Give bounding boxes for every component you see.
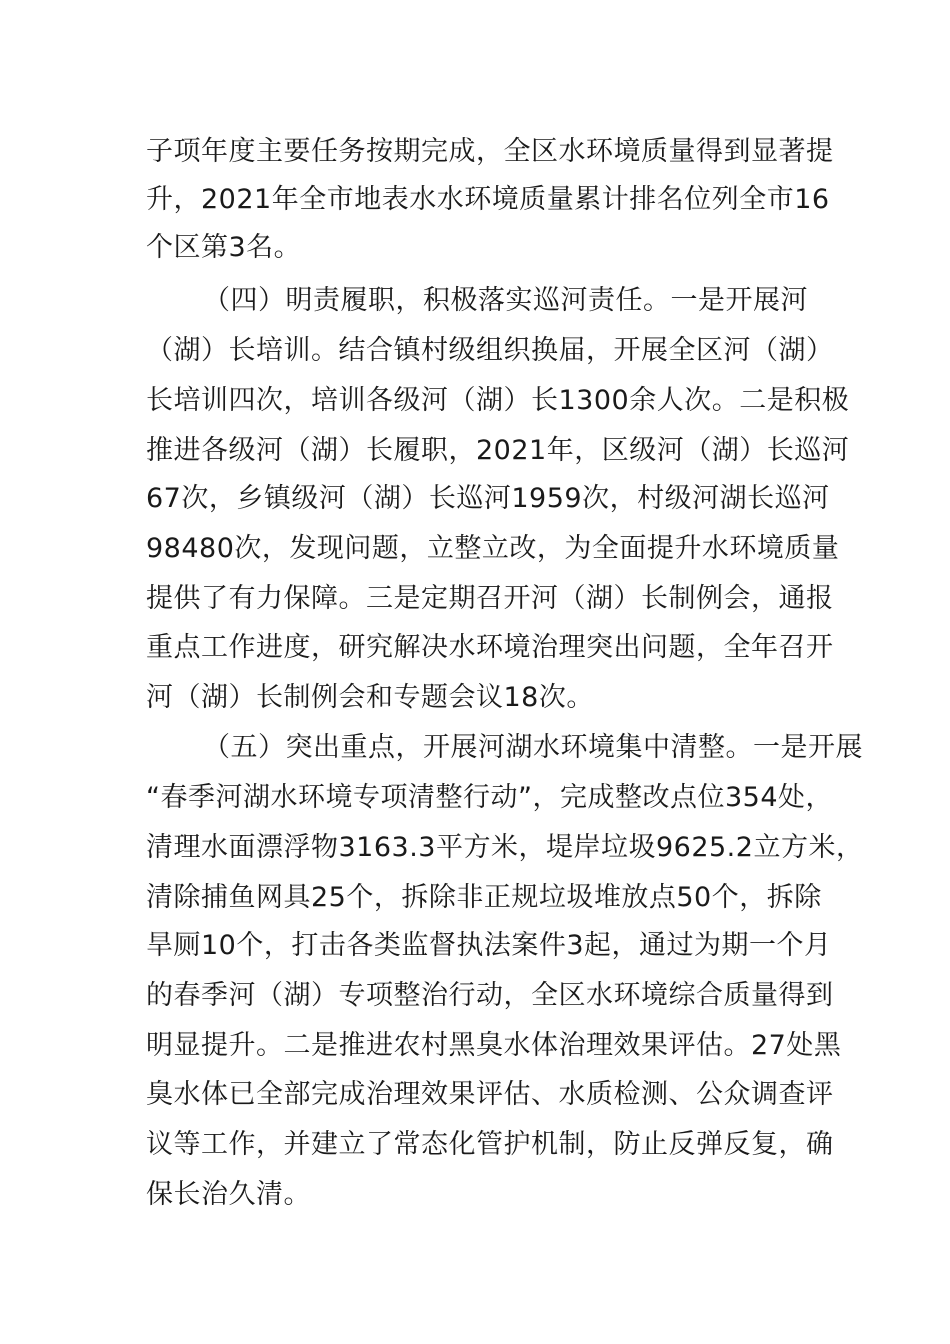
text-line: 议等工作，并建立了常态化管护机制，防止反弹反复，确 xyxy=(146,1129,834,1160)
paragraph-4-heading-line: （四）明责履职，积极落实巡河责任。一是开展河 xyxy=(203,285,808,316)
text-line: 子项年度主要任务按期完成，全区水环境质量得到显著提 xyxy=(146,136,834,167)
text-line: 清除捕鱼网具25个，拆除非正规垃圾堆放点50个，拆除 xyxy=(146,882,822,913)
text-line: 长培训四次，培训各级河（湖）长1300余人次。二是积极 xyxy=(146,385,850,416)
text-line: 推进各级河（湖）长履职，2021年，区级河（湖）长巡河 xyxy=(146,435,850,466)
text-line: 重点工作进度，研究解决水环境治理突出问题，全年召开 xyxy=(146,632,834,663)
paragraph-5-heading-line: （五）突出重点，开展河湖水环境集中清整。一是开展 xyxy=(203,732,863,763)
text-line: 个区第3名。 xyxy=(146,232,302,263)
text-line: 98480次，发现问题，立整立改，为全面提升水环境质量 xyxy=(146,533,840,564)
text-line: 清理水面漂浮物3163.3平方米，堤岸垃圾9625.2立方米， xyxy=(146,832,864,863)
text-line: 河（湖）长制例会和专题会议18次。 xyxy=(146,682,594,713)
text-line: “春季河湖水环境专项清整行动”，完成整改点位354处， xyxy=(146,782,834,813)
text-line: 67次，乡镇级河（湖）长巡河1959次，村级河湖长巡河 xyxy=(146,483,830,514)
text-line: 的春季河（湖）专项整治行动，全区水环境综合质量得到 xyxy=(146,980,834,1011)
text-line: 升，2021年全市地表水水环境质量累计排名位列全市16 xyxy=(146,184,830,215)
text-line: （湖）长培训。结合镇村级组织换届，开展全区河（湖） xyxy=(146,335,834,366)
text-line: 明显提升。二是推进农村黑臭水体治理效果评估。27处黑 xyxy=(146,1030,842,1061)
text-line: 臭水体已全部完成治理效果评估、水质检测、公众调查评 xyxy=(146,1079,834,1110)
text-line: 提供了有力保障。三是定期召开河（湖）长制例会，通报 xyxy=(146,583,834,614)
text-line: 旱厕10个，打击各类监督执法案件3起，通过为期一个月 xyxy=(146,930,832,961)
text-line: 保长治久清。 xyxy=(146,1179,311,1210)
